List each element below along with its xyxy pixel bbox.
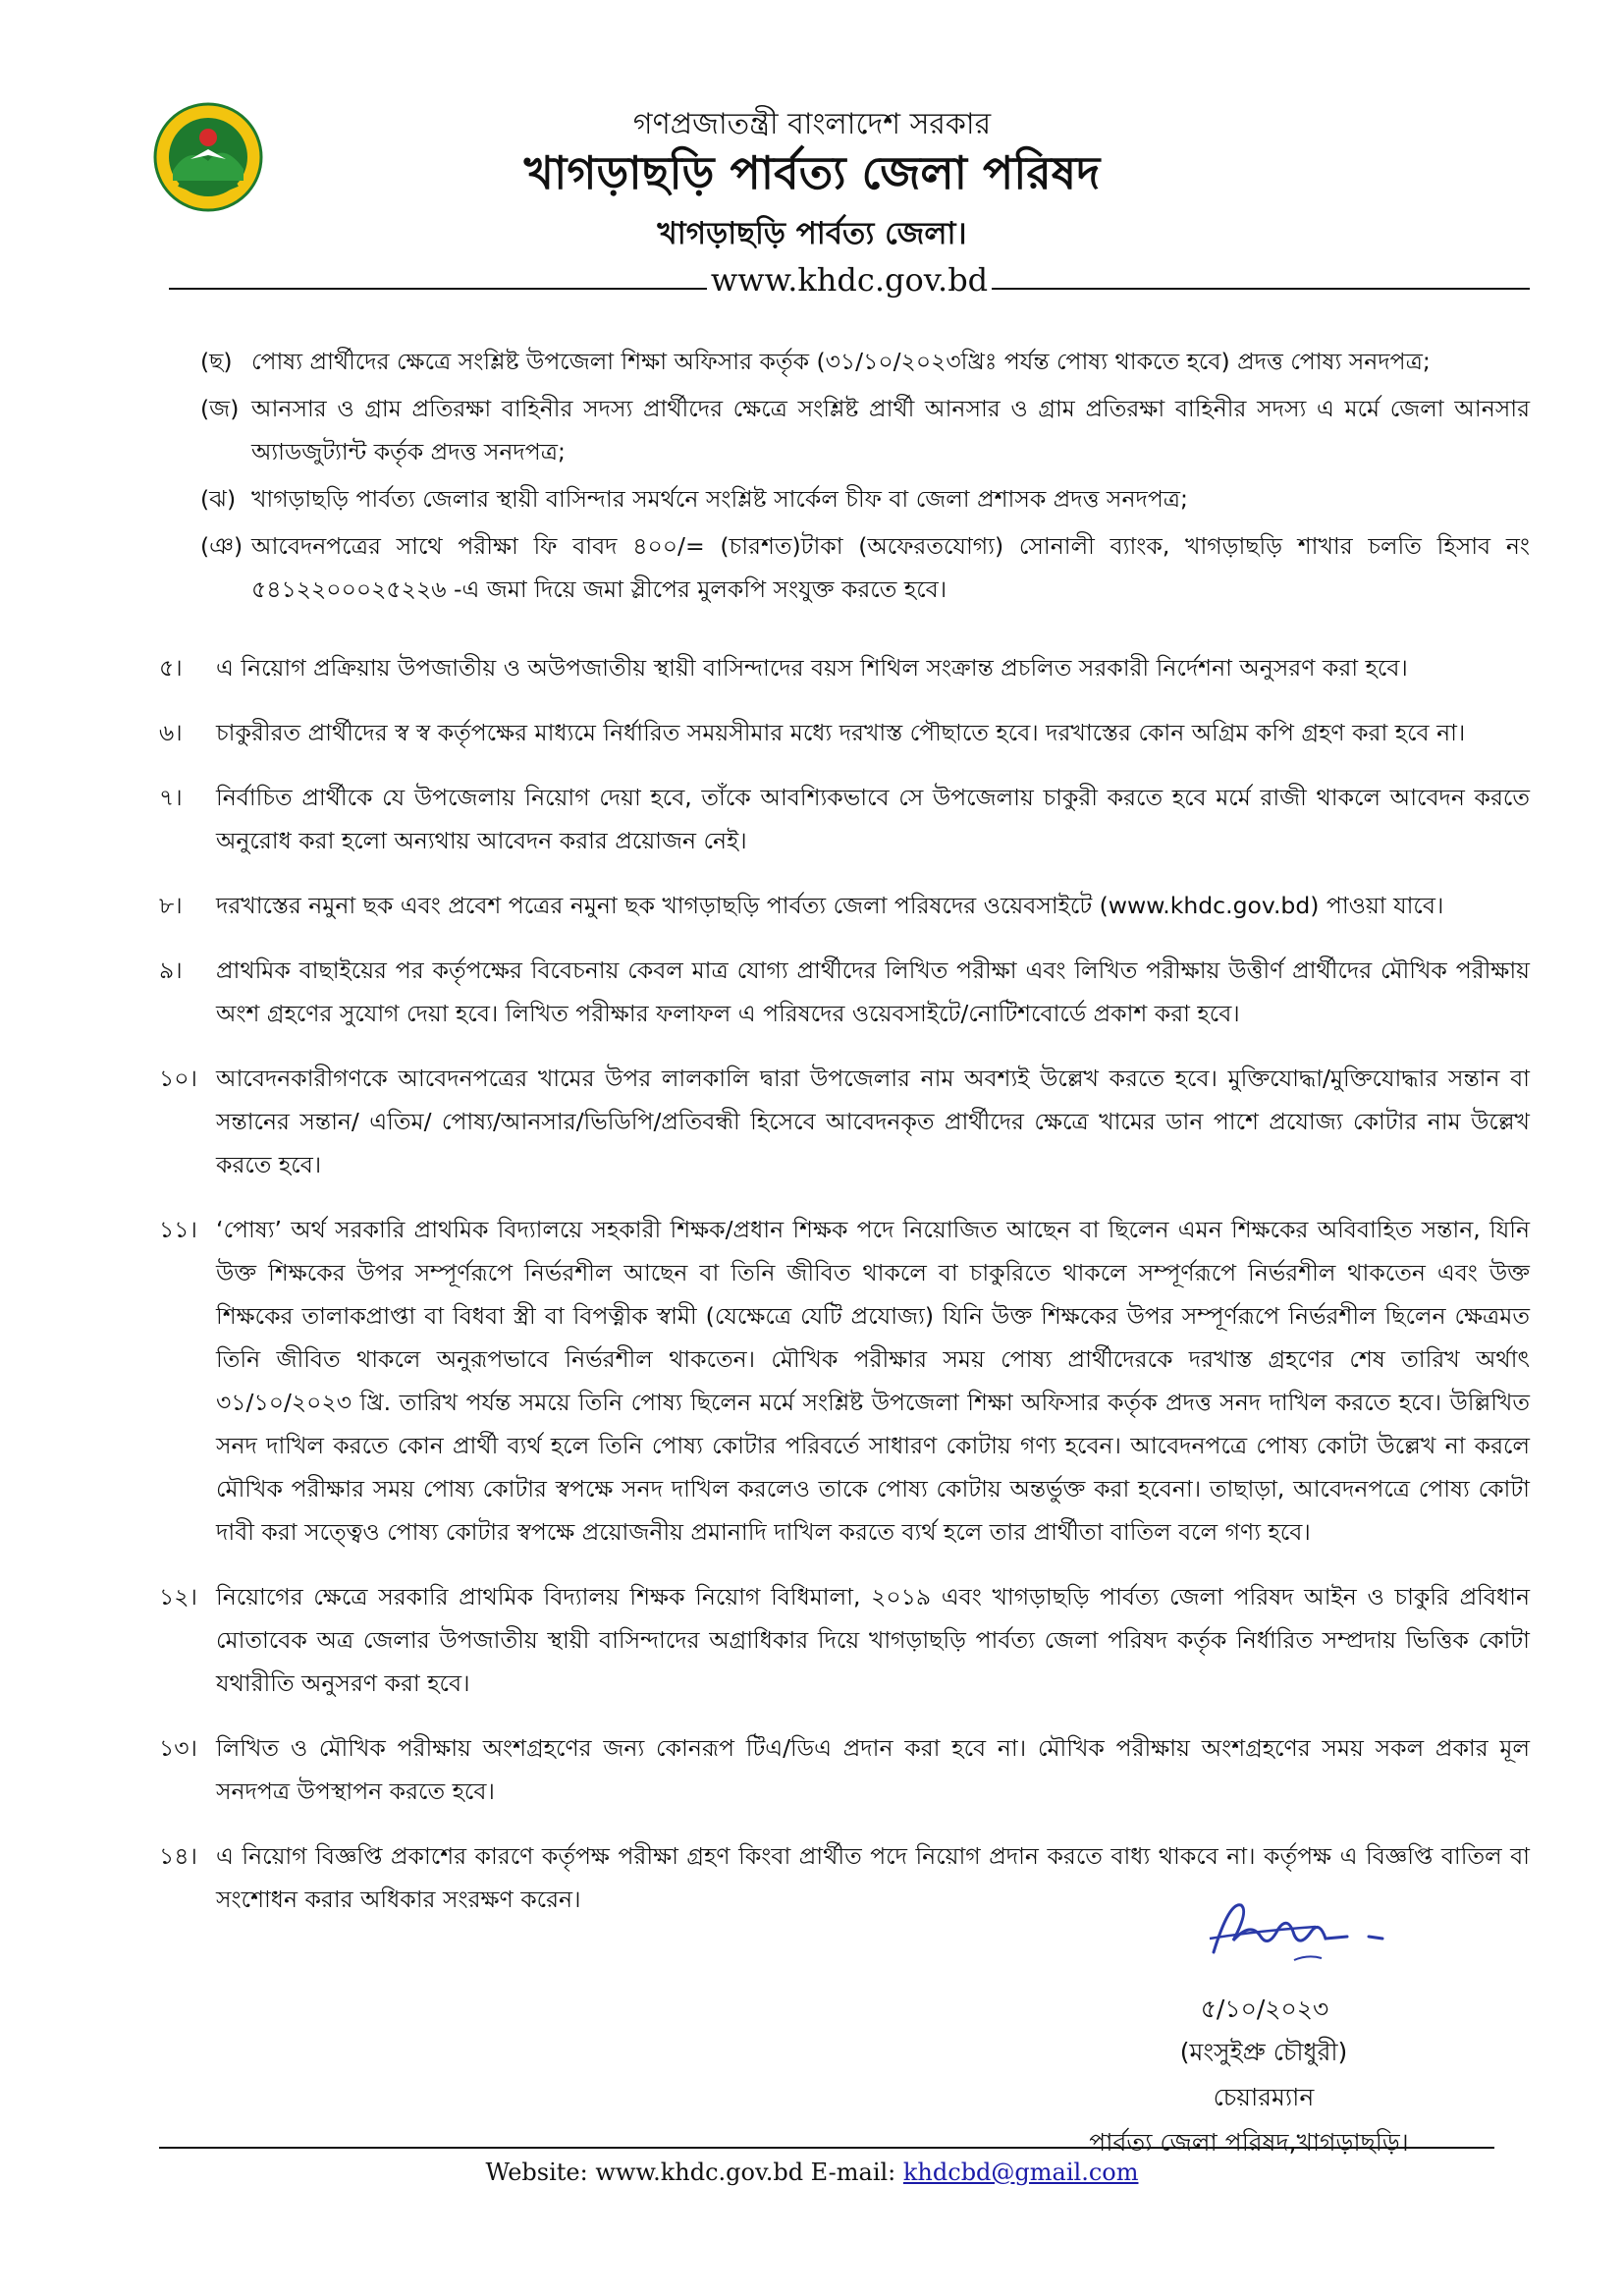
signatory-title: চেয়ারম্যান (1213, 2083, 1315, 2111)
sub-item (200, 524, 1530, 611)
list-item (159, 884, 1530, 927)
item-number: ৫। (159, 654, 183, 682)
sub-item (200, 387, 1530, 473)
list-item (159, 949, 1530, 1035)
item-number: ১১। (159, 1216, 197, 1243)
item-text: চাকুরীরত প্রার্থীদের স্ব স্ব কর্তৃপক্ষের মাধ্যমে নির্ধারিত সময়সীমার মধ্যে দরখাস্ত পৌছাতে হবে। দরখাস্তের কোন অগ্রিম কপি গ্রহণ করা হবে না। (216, 719, 1466, 746)
header-rule-left (169, 278, 707, 290)
footer (0, 2159, 1624, 2186)
item-number: ১০। (159, 1065, 197, 1092)
sub-item-marker: (ঞ) (200, 532, 244, 560)
numbered-list (159, 646, 1530, 1942)
item-text: লিখিত ও মৌখিক পরীক্ষায় অংশগ্রহণের জন্য কোনরূপ টিএ/ডিএ প্রদান করা হবে না। মৌখিক পরীক্ষায় অংশগ্রহণের সময় সকল প্রকার মূল সনদপত্র উপস্থাপন করতে হবে। (216, 1734, 1530, 1805)
sub-item-marker: (জ) (200, 395, 240, 422)
item-text: প্রাথমিক বাছাইয়ের পর কর্তৃপক্ষের বিবেচনায় কেবল মাত্র যোগ্য প্রার্থীদের লিখিত পরীক্ষা এবং লিখিত পরীক্ষায় উত্তীর্ণ প্রার্থীদের মৌখিক পরীক্ষায় অংশ গ্রহণের সুযোগ দেয়া হবে। লিখিত পরীক্ষার ফলাফল এ পরিষদের ওয়েবসাইটে/নোটিশবোর্ডে প্রকাশ করা হবে। (216, 957, 1530, 1027)
signature-date: ৫/১০/২০২৩ (1200, 1995, 1329, 2023)
handwritten-signature-icon (1200, 1891, 1396, 1970)
footer-rule (159, 2147, 1494, 2149)
item-number: ১৩। (159, 1734, 197, 1762)
header-website: www.khdc.gov.bd (710, 261, 989, 299)
sub-item-text: আনসার ও গ্রাম প্রতিরক্ষা বাহিনীর সদস্য প্রার্থীদের ক্ষেত্রে সংশ্লিষ্ট প্রার্থী আনসার ও গ্রাম প্রতিরক্ষা বাহিনীর সদস্য এ মর্মে জেলা আনসার অ্যাডজুট্যান্ট কর্তৃক প্রদত্ত সনদপত্র; (251, 395, 1530, 465)
sub-item-marker: (ঝ) (200, 485, 237, 513)
list-item (159, 1208, 1530, 1554)
list-item (159, 776, 1530, 862)
item-text: নির্বাচিত প্রার্থীকে যে উপজেলায় নিয়োগ দেয়া হবে, তাঁকে আবশ্যিকভাবে সে উপজেলায় চাকুরী করতে হবে মর্মে রাজী থাকলে আবেদন করতে অনুরোধ করা হলো অন্যথায় আবেদন করার প্রয়োজন নেই। (216, 784, 1530, 854)
signatory-name: (মংসুইপ্রু চৌধুরী) (1179, 2038, 1348, 2066)
signatory-office: পার্বত্য জেলা পরিষদ,খাগড়াছড়ি। (1089, 2128, 1409, 2157)
document-sub-list (200, 340, 1530, 615)
list-item (159, 646, 1530, 689)
footer-email-link[interactable]: khdcbd@gmail.com (902, 2159, 1139, 2186)
item-text: নিয়োগের ক্ষেত্রে সরকারি প্রাথমিক বিদ্যালয় শিক্ষক নিয়োগ বিধিমালা, ২০১৯ এবং খাগড়াছড়ি পার্বত্য জেলা পরিষদ আইন ও চাকুরি প্রবিধান মোতাবেক অত্র জেলার উপজাতীয় স্থায়ী বাসিন্দাদের অগ্রাধিকার দিয়ে খাগড়াছড়ি পার্বত্য জেলা পরিষদ কর্তৃক নির্ধারিত সম্প্রদায় ভিত্তিক কোটা যথারীতি অনুসরণ করা হবে। (216, 1583, 1530, 1697)
sub-item-text: খাগড়াছড়ি পার্বত্য জেলার স্থায়ী বাসিন্দার সমর্থনে সংশ্লিষ্ট সার্কেল চীফ বা জেলা প্রশাসক প্রদত্ত সনদপত্র; (251, 485, 1188, 513)
council-name: খাগড়াছড়ি পার্বত্য জেলা পরিষদ (523, 146, 1101, 199)
item-number: ৮। (159, 892, 183, 919)
item-text: দরখাস্তের নমুনা ছক এবং প্রবেশ পত্রের নমুনা ছক খাগড়াছড়ি পার্বত্য জেলা পরিষদের ওয়েবসাইটে (www.khdc.gov.bd) পাওয়া যাবে। (216, 892, 1444, 919)
sub-item-marker: (ছ) (200, 348, 233, 375)
item-number: ৬। (159, 719, 183, 746)
footer-website-text: Website: www.khdc.gov.bd E-mail: (485, 2159, 903, 2186)
district-line: খাগড়াছড়ি পার্বত্য জেলা। (657, 216, 967, 251)
item-text: ‘পোষ্য’ অর্থ সরকারি প্রাথমিক বিদ্যালয়ে সহকারী শিক্ষক/প্রধান শিক্ষক পদে নিয়োজিত আছেন বা ছিলেন এমন শিক্ষকের অবিবাহিত সন্তান, যিনি উক্ত শিক্ষকের উপর সম্পূর্ণরূপে নির্ভরশীল আছেন বা তিনি জীবিত থাকলে বা চাকুরিতে থাকলে সম্পূর্ণরূপে নির্ভরশীল থাকতেন এবং উক্ত শিক্ষকের তালাকপ্রাপ্তা বা বিধবা স্ত্রী বা বিপত্নীক স্বামী (যেক্ষেত্রে যেটি প্রযোজ্য) যিনি উক্ত শিক্ষকের উপর সম্পূর্ণরূপে নির্ভরশীল ছিলেন ক্ষেত্রমত তিনি জীবিত থাকলে অনুরূপভাবে নির্ভরশীল থাকতেন। মৌখিক পরীক্ষার সময় পোষ্য প্রার্থীদেরকে দরখাস্ত গ্রহণের শেষ তারিখ অর্থাৎ ৩১/১০/২০২৩ খ্রি. তারিখ পর্যন্ত সময়ে তিনি পোষ্য ছিলেন মর্মে সংশ্লিষ্ট উপজেলা শিক্ষা অফিসার কর্তৃক প্রদত্ত সনদ দাখিল করতে হবে। উল্লিখিত সনদ দাখিল করতে কোন প্রার্থী ব্যর্থ হলে তিনি পোষ্য কোটার পরিবর্তে সাধারণ কোটায় গণ্য হবেন। আবেদনপত্রে পোষ্য কোটা উল্লেখ না করলে মৌখিক পরীক্ষার সময় পোষ্য কোটার স্বপক্ষে সনদ দাখিল করলেও তাকে পোষ্য কোটায় অন্তর্ভুক্ত করা হবেনা। তাছাড়া, আবেদনপত্রে পোষ্য কোটা দাবী করা সত্ত্বেও পোষ্য কোটার স্বপক্ষে প্রয়োজনীয় প্রমানাদি দাখিল করতে ব্যর্থ হলে তার প্রার্থীতা বাতিল বলে গণ্য হবে। (216, 1216, 1530, 1546)
signature-block (0, 1891, 1624, 2157)
government-line: গণপ্রজাতন্ত্রী বাংলাদেশ সরকার (632, 107, 992, 141)
list-item (159, 1057, 1530, 1186)
item-text: এ নিয়োগ প্রক্রিয়ায় উপজাতীয় ও অউপজাতীয় স্থায়ী বাসিন্দাদের বয়স শিথিল সংক্রান্ত প্রচলিত সরকারী নির্দেশনা অনুসরণ করা হবে। (216, 654, 1408, 682)
sub-item (200, 477, 1530, 520)
header-website-row (169, 251, 1530, 299)
header-rule-right (992, 278, 1530, 290)
list-item (159, 1726, 1530, 1813)
item-number: ৯। (159, 957, 183, 984)
item-number: ১২। (159, 1583, 197, 1611)
sub-item-text: আবেদনপত্রের সাথে পরীক্ষা ফি বাবদ ৪০০/= (চারশত)টাকা (অফেরতযোগ্য) সোনালী ব্যাংক, খাগড়াছড়ি শাখার চলতি হিসাব নং ৫৪১২২০০০২৫২২৬ -এ জমা দিয়ে জমা স্লীপের মুলকপি সংযুক্ত করতে হবে। (251, 532, 1530, 603)
item-number: ৭। (159, 784, 183, 811)
list-item (159, 1575, 1530, 1705)
sub-item (200, 340, 1530, 383)
sub-item-text: পোষ্য প্রার্থীদের ক্ষেত্রে সংশ্লিষ্ট উপজেলা শিক্ষা অফিসার কর্তৃক (৩১/১০/২০২৩খ্রিঃ পর্যন্ত পোষ্য থাকতে হবে) প্রদত্ত পোষ্য সনদপত্র; (251, 348, 1431, 375)
list-item (159, 711, 1530, 754)
item-text: আবেদনকারীগণকে আবেদনপত্রের খামের উপর লালকালি দ্বারা উপজেলার নাম অবশ্যই উল্লেখ করতে হবে। মুক্তিযোদ্ধা/মুক্তিযোদ্ধার সন্তান বা সন্তানের সন্তান/ এতিম/ পোষ্য/আনসার/ভিডিপি/প্রতিবন্ধী হিসেবে আবেদনকৃত প্রার্থীদের ক্ষেত্রে খামের ডান পাশে প্রযোজ্য কোটার নাম উল্লেখ করতে হবে। (216, 1065, 1530, 1178)
item-text: এ নিয়োগ বিজ্ঞপ্তি প্রকাশের কারণে কর্তৃপক্ষ পরীক্ষা গ্রহণ কিংবা প্রার্থীত পদে নিয়োগ প্রদান করতে বাধ্য থাকবে না। কর্তৃপক্ষ এ বিজ্ঞপ্তি বাতিল বা সংশোধন করার অধিকার সংরক্ষণ করেন। (216, 1842, 1530, 1913)
item-number: ১৪। (159, 1842, 197, 1870)
